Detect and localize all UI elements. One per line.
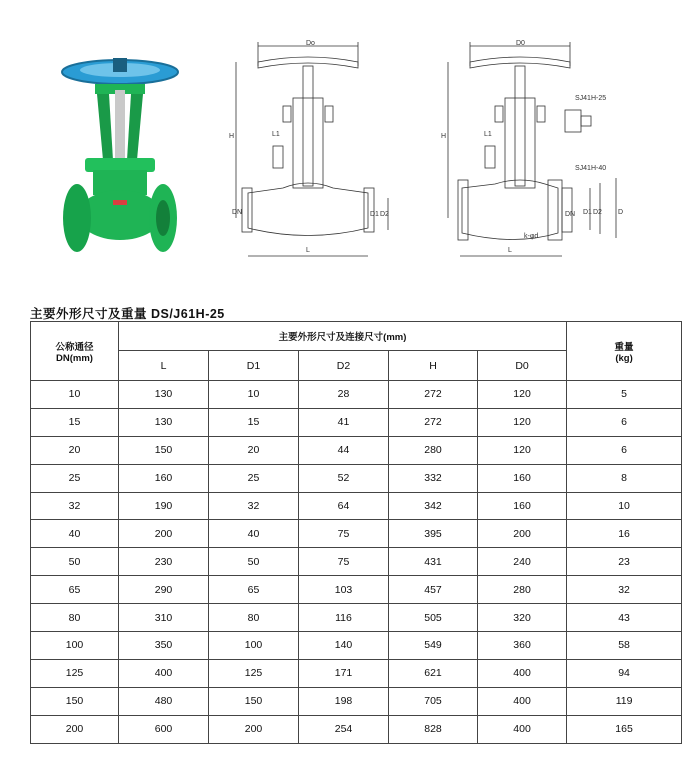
table-cell: 457 bbox=[389, 576, 478, 604]
table-cell: 20 bbox=[209, 436, 299, 464]
table-row bbox=[31, 715, 682, 743]
table-cell: 100 bbox=[209, 632, 299, 660]
table-cell: 32 bbox=[567, 576, 682, 604]
table-cell: 50 bbox=[31, 548, 119, 576]
table-cell: 40 bbox=[209, 520, 299, 548]
table-cell: 400 bbox=[119, 659, 209, 687]
table-cell: 505 bbox=[389, 604, 478, 632]
table-cell: 240 bbox=[478, 548, 567, 576]
table-cell: 32 bbox=[209, 492, 299, 520]
table-cell: 32 bbox=[31, 492, 119, 520]
table-cell: 600 bbox=[119, 715, 209, 743]
table-row bbox=[31, 632, 682, 660]
table-cell: 130 bbox=[119, 408, 209, 436]
table-row bbox=[31, 576, 682, 604]
label-sj41h-25: SJ41H-25 bbox=[575, 95, 607, 102]
table-cell: 171 bbox=[299, 659, 389, 687]
table-row bbox=[31, 408, 682, 436]
label-d1-2: D1 bbox=[583, 209, 592, 216]
table-cell: 150 bbox=[119, 436, 209, 464]
table-cell: 272 bbox=[389, 408, 478, 436]
label-d2-2: D2 bbox=[593, 209, 602, 216]
table-cell: 621 bbox=[389, 659, 478, 687]
label-d0: D0 bbox=[516, 40, 525, 47]
label-d: D bbox=[618, 209, 624, 216]
table-cell: 400 bbox=[478, 659, 567, 687]
table-cell: 200 bbox=[31, 715, 119, 743]
table-cell: 342 bbox=[389, 492, 478, 520]
label-do: Do bbox=[306, 40, 315, 47]
table-title: 主要外形尺寸及重量 DS/J61H-25 bbox=[30, 307, 225, 321]
table-cell: 165 bbox=[567, 715, 682, 743]
table-cell: 150 bbox=[209, 687, 299, 715]
table-cell: 80 bbox=[31, 604, 119, 632]
label-d2: D2 bbox=[380, 211, 389, 218]
table-cell: 310 bbox=[119, 604, 209, 632]
header-d2: D2 bbox=[299, 351, 389, 381]
table-cell: 480 bbox=[119, 687, 209, 715]
header-d0: D0 bbox=[478, 351, 567, 381]
table-cell: 400 bbox=[478, 687, 567, 715]
table-cell: 80 bbox=[209, 604, 299, 632]
label-h2: H bbox=[441, 133, 447, 140]
table-cell: 5 bbox=[567, 381, 682, 409]
table-cell: 395 bbox=[389, 520, 478, 548]
table-cell: 75 bbox=[299, 548, 389, 576]
table-row bbox=[31, 604, 682, 632]
table-cell: 200 bbox=[119, 520, 209, 548]
table-cell: 75 bbox=[299, 520, 389, 548]
label-l: L bbox=[306, 247, 310, 254]
table-row bbox=[31, 436, 682, 464]
table-cell: 125 bbox=[31, 659, 119, 687]
table-cell: 25 bbox=[209, 464, 299, 492]
table-cell: 120 bbox=[478, 436, 567, 464]
header-dn: 公称通径 DN(mm) bbox=[31, 322, 119, 381]
table-cell: 360 bbox=[478, 632, 567, 660]
table-cell: 140 bbox=[299, 632, 389, 660]
table-row bbox=[31, 687, 682, 715]
table-row bbox=[31, 492, 682, 520]
header-d1: D1 bbox=[209, 351, 299, 381]
table-cell: 20 bbox=[31, 436, 119, 464]
label-l-2: L bbox=[508, 247, 512, 254]
table-cell: 10 bbox=[567, 492, 682, 520]
table-cell: 16 bbox=[567, 520, 682, 548]
table-cell: 28 bbox=[299, 381, 389, 409]
table-cell: 320 bbox=[478, 604, 567, 632]
table-cell: 280 bbox=[389, 436, 478, 464]
label-d1: D1 bbox=[370, 211, 379, 218]
table-cell: 160 bbox=[478, 464, 567, 492]
table-row bbox=[31, 520, 682, 548]
table-cell: 828 bbox=[389, 715, 478, 743]
table-cell: 190 bbox=[119, 492, 209, 520]
table-cell: 332 bbox=[389, 464, 478, 492]
table-cell: 705 bbox=[389, 687, 478, 715]
table-cell: 230 bbox=[119, 548, 209, 576]
table-row bbox=[31, 464, 682, 492]
table-cell: 125 bbox=[209, 659, 299, 687]
table-cell: 40 bbox=[31, 520, 119, 548]
table-cell: 43 bbox=[567, 604, 682, 632]
header-dimensions: 主要外形尺寸及连接尺寸(mm) bbox=[119, 322, 567, 351]
label-sj41h-40: SJ41H-40 bbox=[575, 165, 607, 172]
table-cell: 25 bbox=[31, 464, 119, 492]
table-cell: 50 bbox=[209, 548, 299, 576]
table-cell: 254 bbox=[299, 715, 389, 743]
dimension-table bbox=[30, 321, 682, 744]
header-l: L bbox=[119, 351, 209, 381]
table-cell: 100 bbox=[31, 632, 119, 660]
table-cell: 400 bbox=[478, 715, 567, 743]
label-h: H bbox=[229, 133, 235, 140]
label-dn: DN bbox=[232, 209, 243, 216]
table-cell: 350 bbox=[119, 632, 209, 660]
table-cell: 200 bbox=[209, 715, 299, 743]
table-cell: 150 bbox=[31, 687, 119, 715]
table-cell: 64 bbox=[299, 492, 389, 520]
table-cell: 65 bbox=[31, 576, 119, 604]
table-cell: 549 bbox=[389, 632, 478, 660]
label-l1: L1 bbox=[272, 131, 280, 138]
table-cell: 10 bbox=[209, 381, 299, 409]
label-k-phi-d: k-φd bbox=[524, 233, 539, 240]
valve-photo bbox=[55, 50, 185, 260]
table-cell: 200 bbox=[478, 520, 567, 548]
table-row bbox=[31, 548, 682, 576]
table-cell: 8 bbox=[567, 464, 682, 492]
table-cell: 10 bbox=[31, 381, 119, 409]
figure-area bbox=[0, 0, 700, 290]
table-cell: 272 bbox=[389, 381, 478, 409]
table-cell: 280 bbox=[478, 576, 567, 604]
valve-drawing-2 bbox=[440, 38, 645, 270]
header-weight: 重量 (kg) bbox=[567, 322, 682, 381]
table-cell: 15 bbox=[209, 408, 299, 436]
label-dn-2: DN bbox=[565, 211, 576, 218]
table-cell: 198 bbox=[299, 687, 389, 715]
table-cell: 44 bbox=[299, 436, 389, 464]
table-row bbox=[31, 381, 682, 409]
table-cell: 15 bbox=[31, 408, 119, 436]
label-l1-2: L1 bbox=[484, 131, 492, 138]
table-cell: 103 bbox=[299, 576, 389, 604]
table-row bbox=[31, 659, 682, 687]
table-cell: 58 bbox=[567, 632, 682, 660]
table-cell: 6 bbox=[567, 408, 682, 436]
table-cell: 119 bbox=[567, 687, 682, 715]
table-cell: 120 bbox=[478, 381, 567, 409]
table-cell: 6 bbox=[567, 436, 682, 464]
valve-drawing-1 bbox=[228, 38, 403, 270]
table-cell: 52 bbox=[299, 464, 389, 492]
table-cell: 130 bbox=[119, 381, 209, 409]
table-cell: 41 bbox=[299, 408, 389, 436]
table-cell: 120 bbox=[478, 408, 567, 436]
table-cell: 94 bbox=[567, 659, 682, 687]
header-h: H bbox=[389, 351, 478, 381]
table-cell: 431 bbox=[389, 548, 478, 576]
table-cell: 160 bbox=[119, 464, 209, 492]
table-cell: 23 bbox=[567, 548, 682, 576]
table-cell: 65 bbox=[209, 576, 299, 604]
table-cell: 116 bbox=[299, 604, 389, 632]
table-cell: 290 bbox=[119, 576, 209, 604]
table-cell: 160 bbox=[478, 492, 567, 520]
